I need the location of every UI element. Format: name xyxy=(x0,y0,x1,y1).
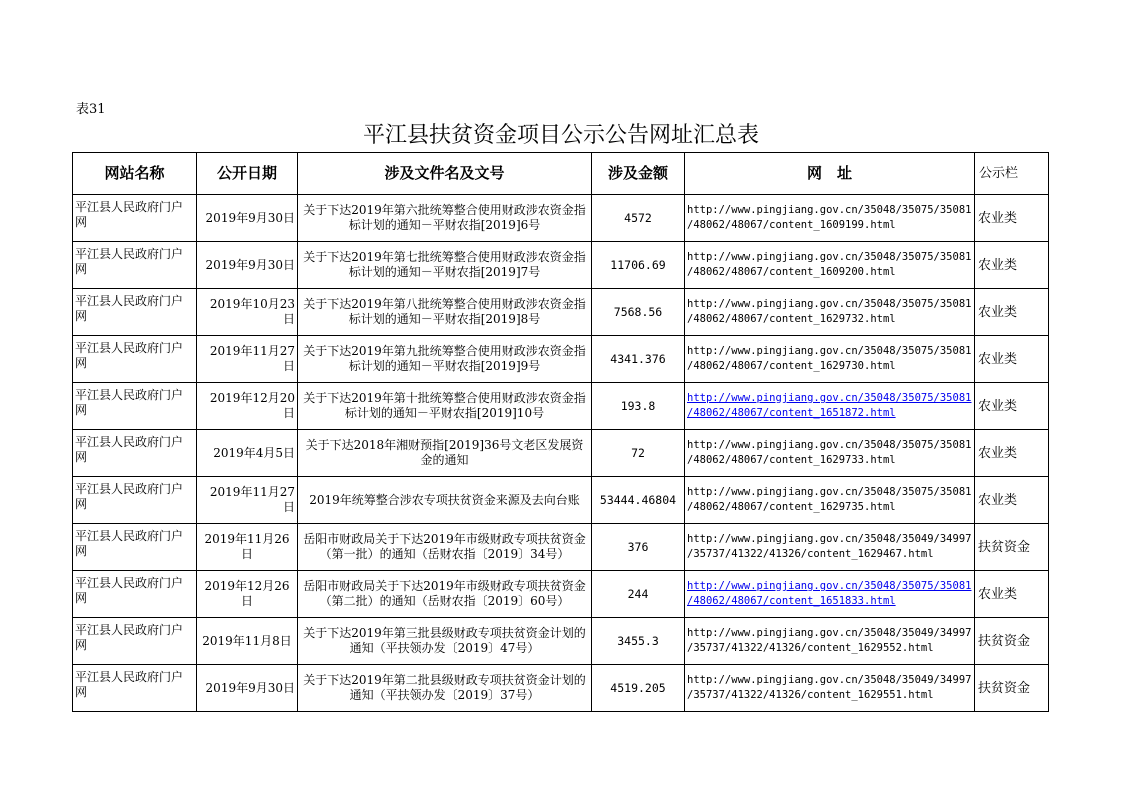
cell-date: 2019年11月8日 xyxy=(197,618,298,665)
cell-url xyxy=(685,383,975,430)
cell-doc: 岳阳市财政局关于下达2019年市级财政专项扶贫资金（第一批）的通知（岳财农指〔2019〕34号） xyxy=(298,524,592,571)
cell-url xyxy=(685,524,975,571)
url-line: /48062/48067/content_1629730.html xyxy=(687,360,896,372)
header-date: 公开日期 xyxy=(197,153,298,195)
cell-amount: 244 xyxy=(592,571,685,618)
cell-date: 2019年9月30日 xyxy=(197,195,298,242)
cell-url xyxy=(685,618,975,665)
cell-site: 平江县人民政府门户网 xyxy=(73,336,197,383)
cell-category: 农业类 xyxy=(975,571,1049,618)
cell-category: 农业类 xyxy=(975,383,1049,430)
url-line: http://www.pingjiang.gov.cn/35048/35075/35081 xyxy=(687,204,972,216)
url-line: /35737/41322/41326/content_1629467.html xyxy=(687,548,934,560)
cell-category: 扶贫资金 xyxy=(975,665,1049,712)
cell-amount: 193.8 xyxy=(592,383,685,430)
cell-amount: 4572 xyxy=(592,195,685,242)
cell-amount: 3455.3 xyxy=(592,618,685,665)
cell-url xyxy=(685,289,975,336)
header-site: 网站名称 xyxy=(73,153,197,195)
cell-doc: 关于下达2019年第十批统筹整合使用财政涉农资金指标计划的通知－平财农指[2019]10号 xyxy=(298,383,592,430)
url-line: /48062/48067/content_1651833.html xyxy=(687,595,896,607)
cell-doc: 关于下达2018年湘财预指[2019]36号文老区发展资金的通知 xyxy=(298,430,592,477)
cell-site: 平江县人民政府门户网 xyxy=(73,477,197,524)
table-row xyxy=(73,665,1049,712)
url-line: /35737/41322/41326/content_1629551.html xyxy=(687,689,934,701)
cell-doc: 关于下达2019年第二批县级财政专项扶贫资金计划的通知（平扶领办发〔2019〕37号） xyxy=(298,665,592,712)
cell-category: 扶贫资金 xyxy=(975,618,1049,665)
url-link[interactable] xyxy=(687,580,971,607)
cell-category: 扶贫资金 xyxy=(975,524,1049,571)
url-line: http://www.pingjiang.gov.cn/35048/35075/35081 xyxy=(687,580,972,592)
cell-doc: 2019年统筹整合涉农专项扶贫资金来源及去向台账 xyxy=(298,477,592,524)
cell-url xyxy=(685,477,975,524)
cell-site: 平江县人民政府门户网 xyxy=(73,665,197,712)
url-line: /48062/48067/content_1651872.html xyxy=(687,407,896,419)
url-line: http://www.pingjiang.gov.cn/35048/35075/35081 xyxy=(687,392,972,404)
table-row xyxy=(73,618,1049,665)
cell-url xyxy=(685,242,975,289)
cell-date: 2019年9月30日 xyxy=(197,242,298,289)
cell-site: 平江县人民政府门户网 xyxy=(73,618,197,665)
url-line: /35737/41322/41326/content_1629552.html xyxy=(687,642,934,654)
cell-url xyxy=(685,336,975,383)
header-doc: 涉及文件名及文号 xyxy=(298,153,592,195)
cell-site: 平江县人民政府门户网 xyxy=(73,383,197,430)
cell-category: 农业类 xyxy=(975,477,1049,524)
table-row xyxy=(73,477,1049,524)
table-row xyxy=(73,524,1049,571)
cell-site: 平江县人民政府门户网 xyxy=(73,430,197,477)
url-text xyxy=(687,298,971,325)
table-row xyxy=(73,242,1049,289)
cell-amount: 376 xyxy=(592,524,685,571)
cell-date: 2019年9月30日 xyxy=(197,665,298,712)
cell-category: 农业类 xyxy=(975,336,1049,383)
url-line: http://www.pingjiang.gov.cn/35048/35075/35081 xyxy=(687,251,972,263)
url-line: /48062/48067/content_1629733.html xyxy=(687,454,896,466)
cell-amount: 11706.69 xyxy=(592,242,685,289)
cell-site: 平江县人民政府门户网 xyxy=(73,289,197,336)
cell-url xyxy=(685,430,975,477)
url-line: /48062/48067/content_1609200.html xyxy=(687,266,896,278)
url-text xyxy=(687,674,971,701)
url-line: http://www.pingjiang.gov.cn/35048/35075/35081 xyxy=(687,439,972,451)
page-title: 平江县扶贫资金项目公示公告网址汇总表 xyxy=(362,123,759,148)
cell-amount: 72 xyxy=(592,430,685,477)
cell-amount: 53444.46804 xyxy=(592,477,685,524)
cell-amount: 4341.376 xyxy=(592,336,685,383)
cell-category: 农业类 xyxy=(975,195,1049,242)
cell-site: 平江县人民政府门户网 xyxy=(73,195,197,242)
url-text xyxy=(687,533,971,560)
cell-date: 2019年11月26日 xyxy=(197,524,298,571)
url-line: http://www.pingjiang.gov.cn/35048/35075/35081 xyxy=(687,486,972,498)
url-text xyxy=(687,439,971,466)
header-category: 公示栏 xyxy=(975,153,1049,195)
cell-amount: 4519.205 xyxy=(592,665,685,712)
cell-site: 平江县人民政府门户网 xyxy=(73,571,197,618)
url-text xyxy=(687,204,971,231)
cell-category: 农业类 xyxy=(975,430,1049,477)
cell-doc: 关于下达2019年第七批统筹整合使用财政涉农资金指标计划的通知－平财农指[2019]7号 xyxy=(298,242,592,289)
table-header-row xyxy=(73,153,1049,195)
url-line: http://www.pingjiang.gov.cn/35048/35075/35081 xyxy=(687,298,972,310)
url-line: http://www.pingjiang.gov.cn/35048/35049/34997 xyxy=(687,627,972,639)
cell-doc: 关于下达2019年第八批统筹整合使用财政涉农资金指标计划的通知－平财农指[2019]8号 xyxy=(298,289,592,336)
cell-category: 农业类 xyxy=(975,289,1049,336)
cell-date: 2019年11月27日 xyxy=(197,336,298,383)
url-link[interactable] xyxy=(687,392,971,419)
table-row xyxy=(73,430,1049,477)
cell-doc: 关于下达2019年第六批统筹整合使用财政涉农资金指标计划的通知－平财农指[2019]6号 xyxy=(298,195,592,242)
url-line: http://www.pingjiang.gov.cn/35048/35049/34997 xyxy=(687,533,972,545)
table-row xyxy=(73,383,1049,430)
url-text xyxy=(687,627,971,654)
summary-table xyxy=(72,152,1049,712)
cell-date: 2019年11月27日 xyxy=(197,477,298,524)
table-row xyxy=(73,195,1049,242)
cell-doc: 关于下达2019年第九批统筹整合使用财政涉农资金指标计划的通知－平财农指[2019]9号 xyxy=(298,336,592,383)
cell-amount: 7568.56 xyxy=(592,289,685,336)
cell-site: 平江县人民政府门户网 xyxy=(73,524,197,571)
cell-url xyxy=(685,571,975,618)
cell-date: 2019年12月26日 xyxy=(197,571,298,618)
url-text xyxy=(687,251,971,278)
url-line: http://www.pingjiang.gov.cn/35048/35049/34997 xyxy=(687,674,972,686)
url-line: /48062/48067/content_1609199.html xyxy=(687,219,896,231)
cell-doc: 关于下达2019年第三批县级财政专项扶贫资金计划的通知（平扶领办发〔2019〕47号） xyxy=(298,618,592,665)
header-amount: 涉及金额 xyxy=(592,153,685,195)
cell-date: 2019年4月5日 xyxy=(197,430,298,477)
table-body xyxy=(73,195,1049,712)
header-url: 网 址 xyxy=(685,153,975,195)
cell-category: 农业类 xyxy=(975,242,1049,289)
cell-site: 平江县人民政府门户网 xyxy=(73,242,197,289)
cell-date: 2019年12月20日 xyxy=(197,383,298,430)
cell-url xyxy=(685,195,975,242)
url-text xyxy=(687,345,971,372)
cell-doc: 岳阳市财政局关于下达2019年市级财政专项扶贫资金（第二批）的通知（岳财农指〔2019〕60号） xyxy=(298,571,592,618)
url-line: http://www.pingjiang.gov.cn/35048/35075/35081 xyxy=(687,345,972,357)
cell-date: 2019年10月23日 xyxy=(197,289,298,336)
table-row xyxy=(73,289,1049,336)
url-line: /48062/48067/content_1629735.html xyxy=(687,501,896,513)
url-line: /48062/48067/content_1629732.html xyxy=(687,313,896,325)
cell-url xyxy=(685,665,975,712)
table-row xyxy=(73,571,1049,618)
table-label: 表31 xyxy=(76,102,106,117)
table-row xyxy=(73,336,1049,383)
url-text xyxy=(687,486,971,513)
